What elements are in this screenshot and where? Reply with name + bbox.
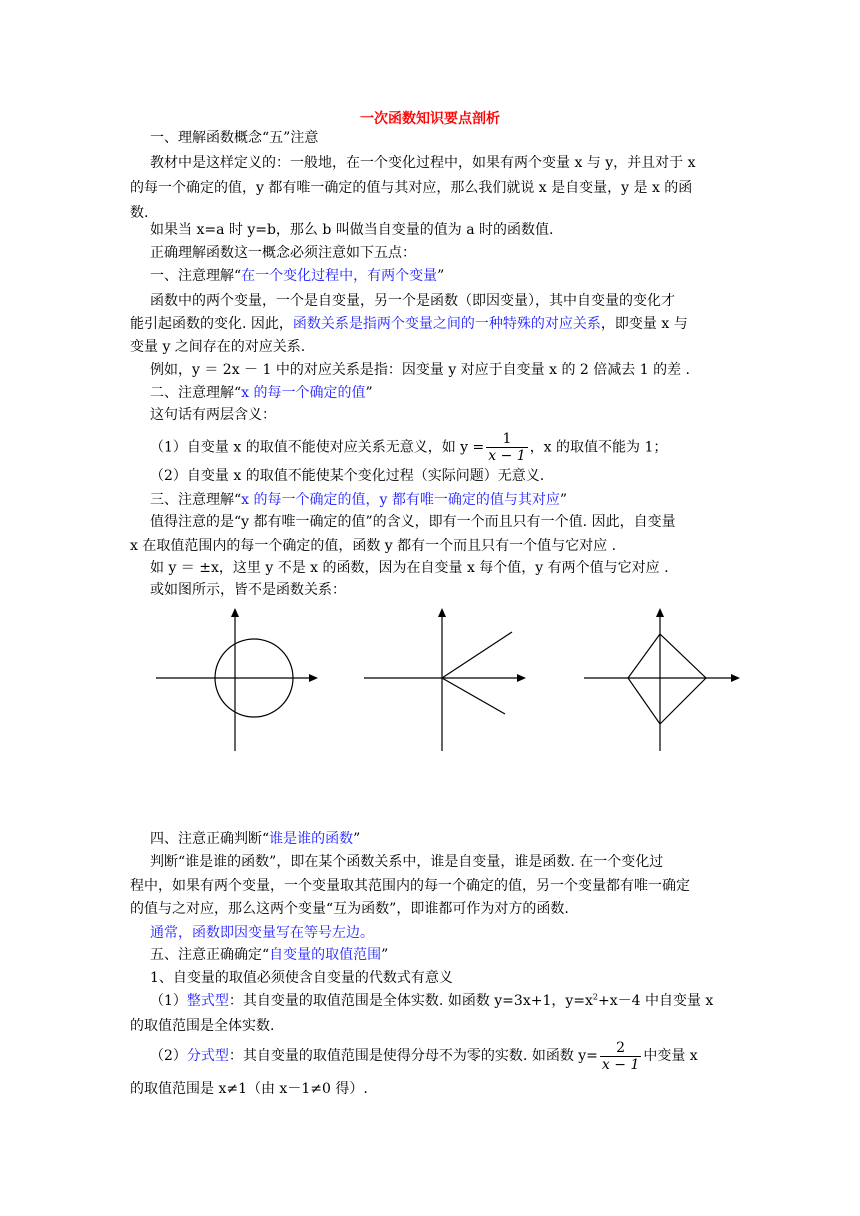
paragraph-line: 数. bbox=[130, 205, 149, 221]
paragraph-line: 教材中是这样定义的：一般地，在一个变化过程中，如果有两个变量 x 与 y，并且对于 x bbox=[150, 155, 696, 171]
fraction-numerator: 1 bbox=[502, 431, 512, 447]
paragraph-line: 程中，如果有两个变量，一个变量取其范围内的每一个确定的值，另一个变量都有唯一确定 bbox=[130, 878, 690, 894]
document-title: 一次函数知识要点剖析 bbox=[360, 111, 500, 127]
highlight-text: 分式型 bbox=[186, 1048, 229, 1064]
text: ：其自变量的取值范围是全体实数. 如函数 y=3x+1，y=x bbox=[228, 993, 593, 1009]
text: ，即变量 x 与 bbox=[600, 316, 688, 332]
section-heading: 一、理解函数概念“五”注意 bbox=[150, 130, 319, 146]
paragraph-line: 的取值范围是全体实数. bbox=[130, 1018, 275, 1034]
paragraph-line: 的值与之对应，那么这两个变量“互为函数”，即谁都可作为对方的函数. bbox=[130, 901, 569, 917]
circle-figure bbox=[150, 606, 320, 756]
fraction-denominator: x − 1 bbox=[488, 448, 526, 464]
paragraph-line: 这句话有两层含义： bbox=[150, 407, 276, 423]
paragraph-line: 如 y ＝ ±x，这里 y 不是 x 的函数，因为在自变量 x 每个值，y 有两个值与它对应 . bbox=[150, 560, 669, 576]
paragraph-line: 判断“谁是谁的函数”，即在某个函数关系中，谁是自变量，谁是函数. 在一个变化过 bbox=[150, 854, 664, 870]
fraction bbox=[600, 1040, 641, 1073]
paragraph-line: 变量 y 之间存在的对应关系. bbox=[130, 339, 306, 355]
paragraph-line: 的每一个确定的值，y 都有唯一确定的值与其对应，那么我们就说 x 是自变量，y 是 x 的函 bbox=[130, 180, 693, 196]
point-heading bbox=[150, 945, 388, 965]
heading-highlight: x 的每一个确定的值 bbox=[241, 385, 366, 401]
heading-text: 五、注意正确确定“ bbox=[150, 947, 270, 963]
heading-text: ” bbox=[365, 385, 373, 401]
paragraph-line: x 在取值范围内的每一个确定的值，函数 y 都有一个而且只有一个值与它对应 . bbox=[130, 538, 617, 554]
paragraph-line: 如果当 x=a 时 y=b，那么 b 叫做当自变量的值为 a 时的函数值. bbox=[150, 222, 554, 238]
paragraph-line: 函数中的两个变量，一个是自变量，另一个是函数（即因变量），其中自变量的变化才 bbox=[150, 293, 675, 309]
paragraph-line: （2）自变量 x 的取值不能使某个变化过程（实际问题）无意义. bbox=[150, 468, 545, 484]
paragraph-line bbox=[150, 991, 713, 1011]
heading-text: ” bbox=[437, 268, 445, 284]
heading-text: 四、注意正确判断“ bbox=[150, 831, 270, 847]
point-heading bbox=[150, 829, 360, 849]
fraction-denominator: x − 1 bbox=[601, 1056, 640, 1073]
heading-text: ” bbox=[559, 492, 568, 508]
text: 中变量 x bbox=[643, 1048, 698, 1064]
paragraph-line bbox=[150, 431, 668, 464]
text: （2） bbox=[150, 1048, 187, 1064]
fraction-numerator: 2 bbox=[616, 1039, 626, 1056]
diamond-figure bbox=[582, 606, 752, 756]
text: （1） bbox=[150, 993, 187, 1009]
paragraph-line: 例如，y ＝ 2x － 1 中的对应关系是指：因变量 y 对应于自变量 x 的 2 倍减去 1 的差 . bbox=[150, 362, 690, 378]
heading-text: 二、注意理解“ bbox=[150, 385, 242, 401]
heading-text: ” bbox=[381, 947, 389, 963]
text: +x－4 中自变量 x bbox=[597, 993, 714, 1009]
highlight-text: 整式型 bbox=[186, 993, 229, 1009]
paragraph-line: 正确理解函数这一概念必须注意如下五点： bbox=[150, 245, 416, 261]
non-function-figures bbox=[150, 606, 750, 756]
paragraph-line: 的取值范围是 x≠1（由 x－1≠0 得）. bbox=[130, 1081, 368, 1097]
highlight-text: 函数关系是指两个变量之间的一种特殊的对应关系 bbox=[292, 316, 601, 332]
paragraph-line bbox=[150, 1039, 698, 1073]
point-heading bbox=[150, 266, 444, 286]
rays-figure bbox=[362, 606, 532, 756]
paragraph-line: 值得注意的是“y 都有唯一确定的值”的含义，即有一个而且只有一个值. 因此，自变量 bbox=[150, 514, 676, 530]
paragraph-line bbox=[130, 314, 688, 334]
fraction bbox=[486, 431, 527, 464]
heading-text: ” bbox=[353, 831, 361, 847]
point-heading bbox=[150, 383, 373, 403]
heading-text: 一、注意理解“ bbox=[150, 268, 242, 284]
text: 能引起函数的变化. 因此， bbox=[130, 316, 293, 332]
paragraph-line: 或如图所示，皆不是函数关系： bbox=[150, 582, 346, 598]
heading-text: 三、注意理解“ bbox=[150, 492, 242, 508]
text: ：其自变量的取值范围是使得分母不为零的实数. 如函数 y= bbox=[228, 1048, 598, 1064]
point-heading bbox=[150, 490, 567, 510]
paragraph-line: 1、自变量的取值必须使含自变量的代数式有意义 bbox=[150, 970, 453, 986]
heading-highlight: 谁是谁的函数 bbox=[269, 831, 354, 847]
text: ，x 的取值不能为 1； bbox=[529, 439, 668, 456]
text: （1）自变量 x 的取值不能使对应关系无意义，如 y = bbox=[150, 439, 485, 456]
highlight-note: 通常，函数即因变量写在等号左边。 bbox=[150, 925, 374, 941]
heading-highlight: 自变量的取值范围 bbox=[269, 947, 382, 963]
superscript: 2 bbox=[592, 992, 598, 1002]
heading-highlight: x 的每一个确定的值，y 都有唯一确定的值与其对应 bbox=[241, 492, 560, 508]
heading-highlight: 在一个变化过程中，有两个变量 bbox=[241, 268, 438, 284]
